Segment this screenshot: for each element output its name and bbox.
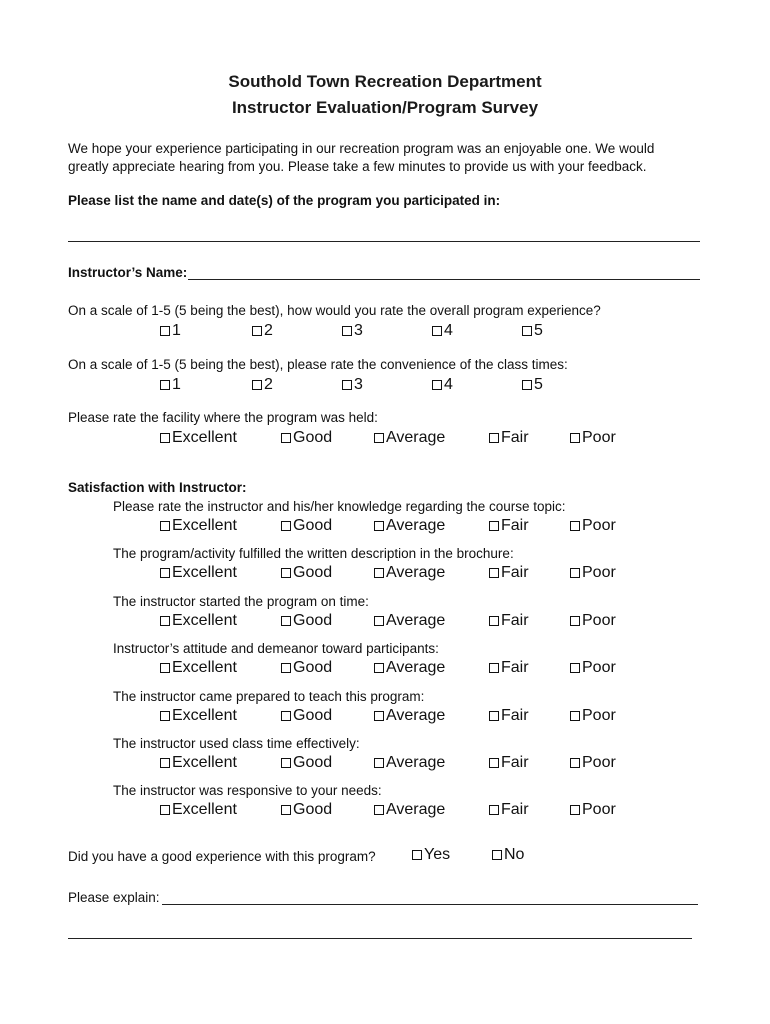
option-label: Excellent <box>172 564 237 582</box>
program-name-prompt: Please list the name and date(s) of the program you participated in: <box>68 193 501 208</box>
checkbox-icon[interactable] <box>281 805 291 815</box>
option-label: Fair <box>501 706 529 724</box>
checkbox-icon[interactable] <box>489 805 499 815</box>
checkbox-icon[interactable] <box>160 433 170 443</box>
checkbox-icon[interactable] <box>160 663 170 673</box>
option-label: Poor <box>582 429 616 446</box>
checkbox-icon[interactable] <box>281 711 291 721</box>
facility-option[interactable] <box>374 429 445 447</box>
satisfaction-rating-option[interactable] <box>489 754 529 772</box>
form-title-line2: Instructor Evaluation/Program Survey <box>231 98 539 117</box>
option-label: Poor <box>582 517 616 534</box>
satisfaction-rating-option[interactable] <box>160 517 237 535</box>
facility-option[interactable] <box>281 429 332 447</box>
checkbox-icon[interactable] <box>252 326 262 336</box>
satisfaction-rating-option[interactable] <box>374 754 445 772</box>
option-label: Poor <box>582 611 616 629</box>
checkbox-icon[interactable] <box>570 433 580 443</box>
satisfaction-rating-option[interactable] <box>160 801 237 819</box>
option-label: Good <box>293 801 333 819</box>
satisfaction-rating-option[interactable] <box>374 517 445 535</box>
satisfaction-rating-option[interactable] <box>489 517 529 535</box>
checkbox-icon[interactable] <box>374 758 384 768</box>
satisfaction-rating-option[interactable] <box>281 612 332 630</box>
checkbox-icon[interactable] <box>281 758 291 768</box>
scale-overall-option[interactable] <box>160 322 181 340</box>
checkbox-icon[interactable] <box>570 616 580 626</box>
instructor-name-label: Instructor’s Name: <box>68 265 188 280</box>
satisfaction-rating-option[interactable] <box>570 754 616 772</box>
satisfaction-rating-option[interactable] <box>160 659 237 677</box>
option-label: Excellent <box>172 611 237 629</box>
checkbox-icon[interactable] <box>281 616 291 626</box>
option-label: 4 <box>444 322 453 339</box>
option-label: Fair <box>501 754 529 771</box>
scale-overall-option[interactable] <box>432 322 453 340</box>
checkbox-icon[interactable] <box>489 568 499 578</box>
scale-overall-option[interactable] <box>522 322 543 340</box>
satisfaction-rating-option[interactable] <box>160 707 237 725</box>
satisfaction-rating-option[interactable] <box>281 517 332 535</box>
checkbox-icon[interactable] <box>489 758 499 768</box>
satisfaction-rating-option[interactable] <box>489 707 529 725</box>
option-label: Average <box>386 801 446 819</box>
facility-option[interactable] <box>570 429 616 447</box>
satisfaction-question: Please rate the instructor and his/her knowledge regarding the course topic: <box>113 499 566 514</box>
checkbox-icon[interactable] <box>412 850 422 860</box>
option-label: Yes <box>424 846 451 863</box>
option-label: 3 <box>354 322 363 339</box>
satisfaction-question: The instructor came prepared to teach this program: <box>113 688 425 704</box>
satisfaction-rating-option[interactable] <box>374 612 445 630</box>
satisfaction-question: The instructor started the program on time: <box>113 593 369 609</box>
option-label: Good <box>293 517 333 534</box>
option-label: Excellent <box>172 429 237 446</box>
scale-question-times: On a scale of 1-5 (5 being the best), please rate the convenience of the class times: <box>68 357 568 372</box>
option-label: 2 <box>264 322 273 339</box>
satisfaction-rating-option[interactable] <box>374 659 445 677</box>
checkbox-icon[interactable] <box>570 663 580 673</box>
option-label: Poor <box>582 754 616 771</box>
checkbox-icon[interactable] <box>492 850 502 860</box>
checkbox-icon[interactable] <box>570 521 580 531</box>
option-label: 5 <box>534 322 543 339</box>
satisfaction-rating-option[interactable] <box>281 564 332 582</box>
option-label: Poor <box>582 801 616 819</box>
satisfaction-question: The program/activity fulfilled the written description in the brochure: <box>113 546 514 562</box>
checkbox-icon[interactable] <box>160 326 170 336</box>
checkbox-icon[interactable] <box>374 805 384 815</box>
option-label: Average <box>386 659 446 677</box>
satisfaction-rating-option[interactable] <box>160 754 237 772</box>
checkbox-icon[interactable] <box>374 521 384 531</box>
checkbox-icon[interactable] <box>374 711 384 721</box>
satisfaction-rating-option[interactable] <box>160 612 237 630</box>
facility-question: Please rate the facility where the program was held: <box>68 410 378 425</box>
checkbox-icon[interactable] <box>489 433 499 443</box>
experience-question: Did you have a good experience with this program? <box>68 849 376 864</box>
satisfaction-rating-option[interactable] <box>570 564 616 582</box>
satisfaction-rating-option[interactable] <box>374 801 445 819</box>
checkbox-icon[interactable] <box>489 663 499 673</box>
satisfaction-rating-option[interactable] <box>489 659 529 677</box>
checkbox-icon[interactable] <box>342 326 352 336</box>
checkbox-icon[interactable] <box>374 616 384 626</box>
checkbox-icon[interactable] <box>522 380 532 390</box>
option-label: Good <box>293 611 333 629</box>
option-label: Excellent <box>172 801 237 819</box>
option-label: Poor <box>582 564 616 582</box>
option-label: Good <box>293 429 333 446</box>
scale-times-option[interactable] <box>342 376 363 394</box>
checkbox-icon[interactable] <box>252 380 262 390</box>
checkbox-icon[interactable] <box>522 326 532 336</box>
satisfaction-rating-option[interactable] <box>570 612 616 630</box>
checkbox-icon[interactable] <box>570 758 580 768</box>
option-label: No <box>504 846 525 863</box>
checkbox-icon[interactable] <box>160 758 170 768</box>
option-label: Average <box>386 517 446 534</box>
satisfaction-rating-option[interactable] <box>489 801 529 819</box>
option-label: Average <box>386 564 446 582</box>
option-label: 4 <box>444 376 453 393</box>
checkbox-icon[interactable] <box>160 568 170 578</box>
checkbox-icon[interactable] <box>160 711 170 721</box>
checkbox-icon[interactable] <box>342 380 352 390</box>
option-label: Average <box>386 429 446 446</box>
checkbox-icon[interactable] <box>160 521 170 531</box>
option-label: Poor <box>582 706 616 724</box>
option-label: Fair <box>501 611 529 629</box>
satisfaction-question: Instructor’s attitude and demeanor toward participants: <box>113 641 439 657</box>
option-label: Fair <box>501 517 529 534</box>
checkbox-icon[interactable] <box>489 616 499 626</box>
checkbox-icon[interactable] <box>570 568 580 578</box>
option-label: Average <box>386 611 446 629</box>
option-label: 2 <box>264 376 273 393</box>
satisfaction-heading: Satisfaction with Instructor: <box>68 480 247 495</box>
checkbox-icon[interactable] <box>160 380 170 390</box>
checkbox-icon[interactable] <box>281 568 291 578</box>
option-label: Fair <box>501 429 529 446</box>
option-label: Good <box>293 706 333 724</box>
satisfaction-rating-option[interactable] <box>281 754 332 772</box>
checkbox-icon[interactable] <box>374 433 384 443</box>
option-label: Excellent <box>172 659 237 677</box>
explain-label: Please explain: <box>68 890 160 905</box>
facility-option[interactable] <box>160 429 237 447</box>
satisfaction-rating-option[interactable] <box>281 707 332 725</box>
option-label: Good <box>293 659 333 677</box>
checkbox-icon[interactable] <box>432 326 442 336</box>
checkbox-icon[interactable] <box>160 616 170 626</box>
checkbox-icon[interactable] <box>570 711 580 721</box>
option-label: 3 <box>354 376 363 393</box>
option-label: Excellent <box>172 517 237 534</box>
option-label: Fair <box>501 659 529 677</box>
satisfaction-rating-option[interactable] <box>374 707 445 725</box>
experience-option[interactable] <box>412 846 450 864</box>
explain-field-line2[interactable] <box>68 938 692 939</box>
option-label: Average <box>386 706 446 724</box>
checkbox-icon[interactable] <box>489 711 499 721</box>
satisfaction-question: The instructor used class time effectively: <box>113 736 360 751</box>
explain-field-line1[interactable] <box>162 904 698 905</box>
option-label: Excellent <box>172 706 237 724</box>
instructor-name-field[interactable] <box>188 279 700 280</box>
scale-overall-option[interactable] <box>252 322 273 340</box>
checkbox-icon[interactable] <box>432 380 442 390</box>
satisfaction-rating-option[interactable] <box>570 517 616 535</box>
satisfaction-rating-option[interactable] <box>160 564 237 582</box>
intro-line2: greatly appreciate hearing from you. Please take a few minutes to provide us with your feedback. <box>68 159 647 174</box>
satisfaction-rating-option[interactable] <box>570 801 616 819</box>
intro-line1: We hope your experience participating in our recreation program was an enjoyable one. We would <box>68 141 655 156</box>
program-name-field[interactable] <box>68 241 700 242</box>
satisfaction-rating-option[interactable] <box>489 612 529 630</box>
satisfaction-rating-option[interactable] <box>281 659 332 677</box>
checkbox-icon[interactable] <box>160 805 170 815</box>
satisfaction-rating-option[interactable] <box>570 707 616 725</box>
checkbox-icon[interactable] <box>570 805 580 815</box>
option-label: 5 <box>534 376 543 393</box>
satisfaction-rating-option[interactable] <box>374 564 445 582</box>
checkbox-icon[interactable] <box>281 433 291 443</box>
option-label: Good <box>293 754 333 771</box>
facility-option[interactable] <box>489 429 529 447</box>
satisfaction-rating-option[interactable] <box>489 564 529 582</box>
satisfaction-rating-option[interactable] <box>281 801 332 819</box>
option-label: Fair <box>501 564 529 582</box>
satisfaction-rating-option[interactable] <box>570 659 616 677</box>
experience-option[interactable] <box>492 846 524 864</box>
option-label: Average <box>386 754 446 771</box>
scale-question-overall: On a scale of 1-5 (5 being the best), how would you rate the overall program experience? <box>68 303 601 318</box>
scale-times-option[interactable] <box>252 376 273 394</box>
checkbox-icon[interactable] <box>374 663 384 673</box>
option-label: Excellent <box>172 754 237 771</box>
checkbox-icon[interactable] <box>489 521 499 531</box>
scale-times-option[interactable] <box>522 376 543 394</box>
scale-times-option[interactable] <box>160 376 181 394</box>
option-label: 1 <box>172 322 181 339</box>
checkbox-icon[interactable] <box>374 568 384 578</box>
checkbox-icon[interactable] <box>281 521 291 531</box>
scale-overall-option[interactable] <box>342 322 363 340</box>
form-title-line1: Southold Town Recreation Department <box>228 72 542 91</box>
checkbox-icon[interactable] <box>281 663 291 673</box>
satisfaction-question: The instructor was responsive to your needs: <box>113 783 382 799</box>
scale-times-option[interactable] <box>432 376 453 394</box>
option-label: Poor <box>582 659 616 677</box>
option-label: Good <box>293 564 333 582</box>
option-label: Fair <box>501 801 529 819</box>
option-label: 1 <box>172 376 181 393</box>
